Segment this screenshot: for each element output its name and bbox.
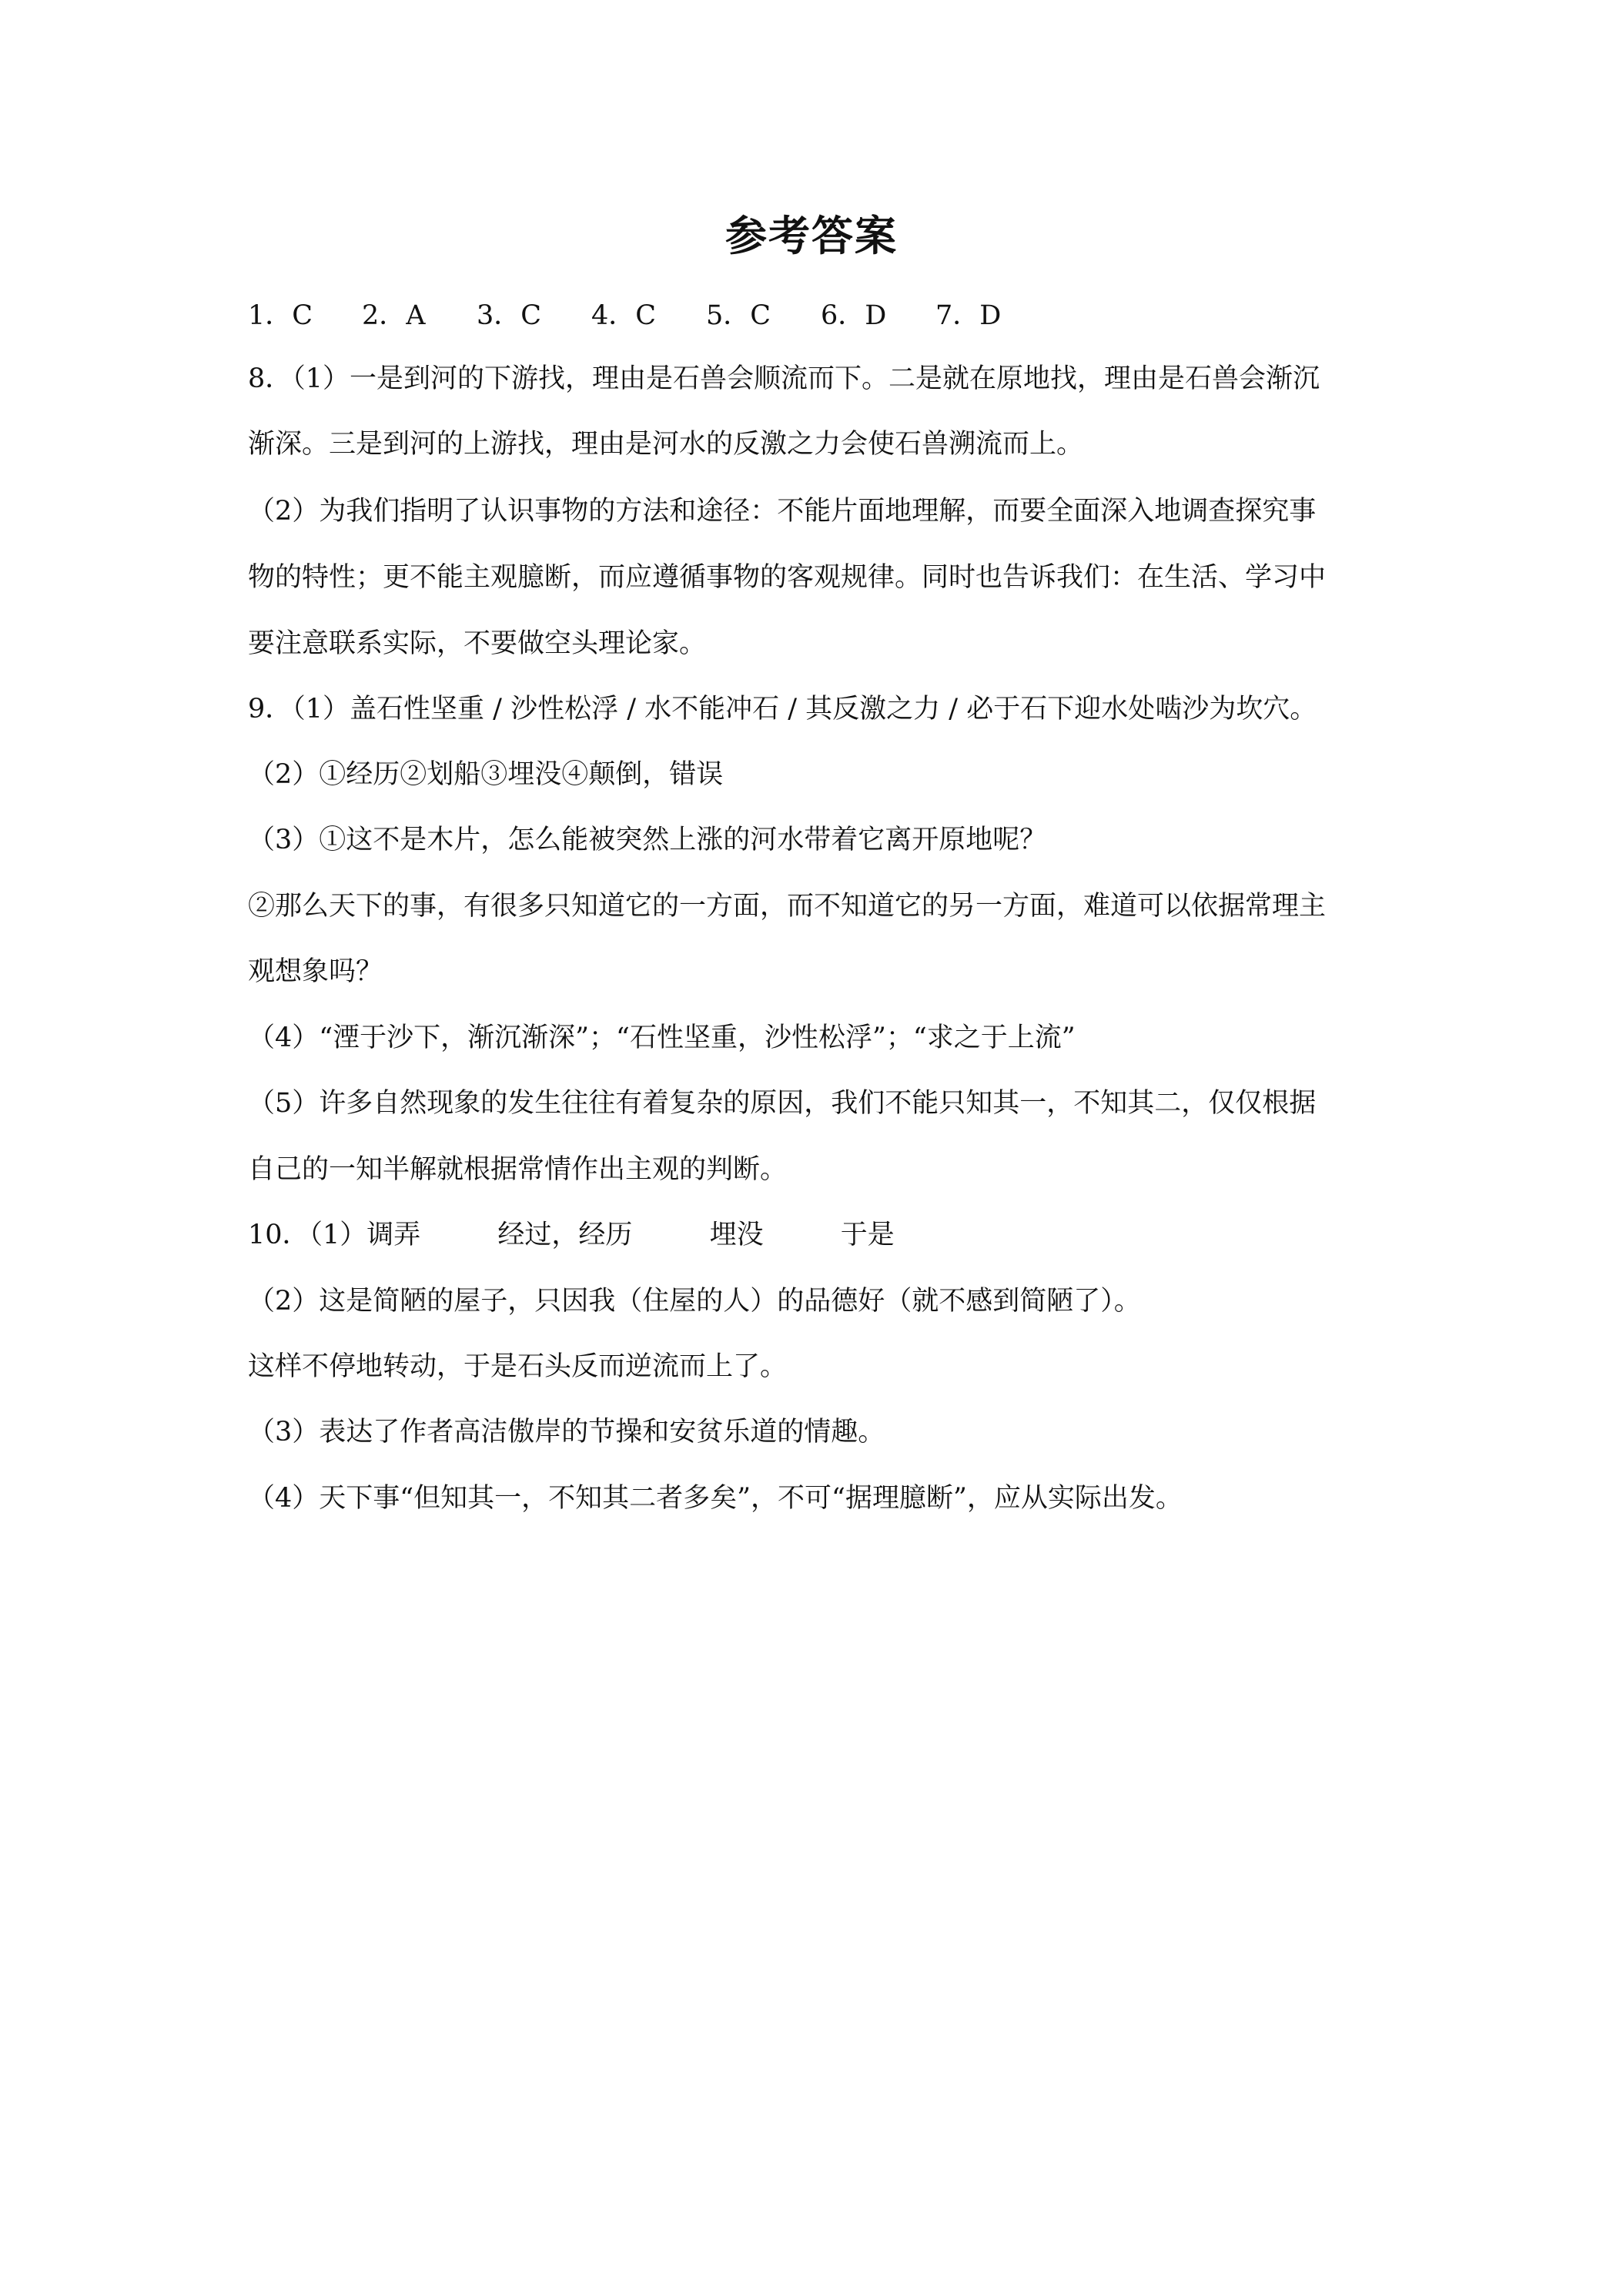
answer-line: （4）天下事“但知其一，不知其二者多矣”，不可“据理臆断”，应从实际出发。 <box>248 1483 1183 1514</box>
answer-line: 观想象吗？ <box>248 956 383 987</box>
answer-line: 物的特性；更不能主观臆断，而应遵循事物的客观规律。同时也告诉我们：在生活、学习中 <box>248 562 1327 593</box>
answer-line: 渐深。三是到河的上游找，理由是河水的反激之力会使石兽溯流而上。 <box>248 429 1084 460</box>
answer-line: （3）①这不是木片，怎么能被突然上涨的河水带着它离开原地呢？ <box>248 825 1047 855</box>
answer-7: 7．D <box>935 300 1002 331</box>
answer-3: 3．C <box>477 300 542 331</box>
answer-line: ②那么天下的事，有很多只知道它的一方面，而不知道它的另一方面，难道可以依据常理主 <box>248 891 1327 922</box>
answer-line: （2）为我们指明了认识事物的方法和途径：不能片面地理解，而要全面深入地调查探究事 <box>248 496 1317 527</box>
answer-line: 8．（1）一是到河的下游找，理由是石兽会顺流而下。二是就在原地找，理由是石兽会渐沉 <box>248 363 1320 394</box>
answer-line: （2）①经历②划船③埋没④颠倒，错误 <box>248 759 724 790</box>
answer-6: 6．D <box>821 300 887 331</box>
answer-line: （2）这是简陋的屋子，只因我（住屋的人）的品德好（就不感到简陋了）。 <box>248 1286 1141 1317</box>
answer-line: 10．（1）调弄 经过，经历 埋没 于是 <box>248 1220 895 1250</box>
answer-line: （3）表达了作者高洁傲岸的节操和安贫乐道的情趣。 <box>248 1417 885 1448</box>
answer-line: 自己的一知半解就根据常情作出主观的判断。 <box>248 1154 788 1185</box>
answer-line: （5）许多自然现象的发生往往有着复杂的原因，我们不能只知其一，不知其二，仅仅根据 <box>248 1088 1317 1119</box>
answer-line: 要注意联系实际，不要做空头理论家。 <box>248 628 707 659</box>
answer-line: （4）“湮于沙下，渐沉渐深”；“石性坚重，沙性松浮”；“求之于上流” <box>248 1022 1076 1053</box>
page-title: 参考答案 <box>725 212 898 260</box>
answer-1: 1．C <box>248 300 313 331</box>
answer-4: 4．C <box>591 300 657 331</box>
answer-5: 5．C <box>706 300 771 331</box>
answer-line: 这样不停地转动，于是石头反而逆流而上了。 <box>248 1351 788 1382</box>
answer-line: 9．（1）盖石性坚重 / 沙性松浮 / 水不能冲石 / 其反激之力 / 必于石下迎水处啮沙为坎穴。 <box>248 694 1317 725</box>
answer-2: 2．A <box>362 300 426 331</box>
